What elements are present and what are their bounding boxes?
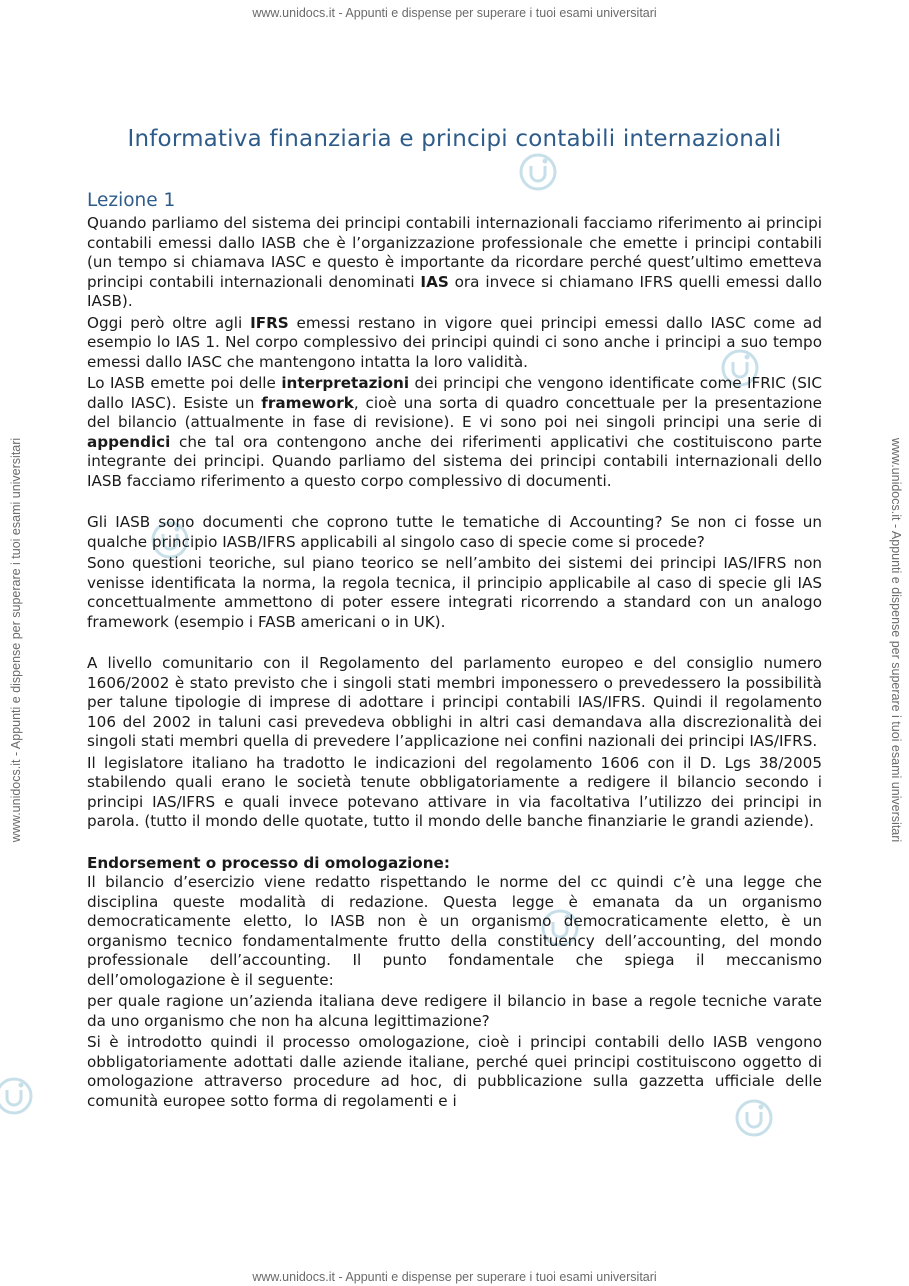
paragraph: Lo IASB emette poi delle interpretazioni dei principi che vengono identificate come IFRIC (SIC dallo IASC). Esiste un framework, cioè una sorta di quadro concettuale per la presentazione del bilancio (attualmente in fase di revisione). E vi sono poi nei singoli principi una serie di appendici che tal ora contengono anche dei riferimenti applicativi che costituiscono parte integrante dei principi. Quando parliamo del sistema dei principi contabili internazionali dello IASB facciamo riferimento a questo corpo complessivo di documenti. [87, 374, 823, 490]
paragraph: Quando parliamo del sistema dei principi contabili internazionali facciamo riferimento ai principi contabili emessi dallo IASB che è l’organizzazione professionale che emette i principi contabili (un tempo si chiamava IASC e questo è importante da ricordare perché quest’ultimo emetteva principi contabili internazionali denominati IAS ora invece si chiamano IFRS quelli emessi dallo IASB). [87, 214, 823, 310]
paragraph: Il bilancio d’esercizio viene redatto rispettando le norme del cc quindi c’è una legge che disciplina queste modalità di redazione. Questa legge è emanata da un organismo democraticamente eletto, lo IASB non è un organismo democraticamente eletto, è un organismo tecnico fondamentalmente frutto della constituency dell’accounting, del mondo professionale dell’accounting. Il punto fondamentale che spiega il meccanismo dell’omologazione è il seguente: [87, 873, 822, 989]
paragraph: per quale ragione un’azienda italiana deve redigere il bilancio in base a regole tecniche varate da uno organismo che non ha alcuna legittimazione? [87, 992, 822, 1030]
page-title: Informativa finanziaria e principi contabili internazionali [127, 126, 782, 152]
watermark-right-side: www.unidocs.it - Appunti e dispense per superare i tuoi esami universitari [889, 437, 903, 843]
paragraph: A livello comunitario con il Regolamento del parlamento europeo e del consiglio numero 1606/2002 è stato previsto che i singoli stati membri imponessero o prevedessero la possibilità per talune tipologie di imprese di adottare i principi contabili IAS/IFRS. Quindi il regolamento 106 del 2002 in taluni casi prevedeva obblighi in altri casi demandava alla discrezionalità dei singoli stati membri quella di prevedere l’applicazione nei confini nazionali dei principi IAS/IFRS. [87, 654, 822, 750]
watermark-footer: www.unidocs.it - Appunti e dispense per superare i tuoi esami universitari [252, 1270, 657, 1284]
paragraph: Gli IASB sono documenti che coprono tutte le tematiche di Accounting? Se non ci fosse un qualche principio IASB/IFRS applicabili al singolo caso di specie come si procede? [87, 513, 822, 551]
document-body [87, 190, 822, 1111]
paragraph: Il legislatore italiano ha tradotto le indicazioni del regolamento 1606 con il D. Lgs 38/2005 stabilendo quali erano le società tenute obbligatoriamente a redigere il bilancio secondo i principi IAS/IFRS e quali invece potevano attivare in via facoltativa l’utilizzo dei principi in parola. (tutto il mondo delle quotate, tutto il mondo delle banche finanziarie le grandi aziende). [87, 753, 822, 830]
unidocs-logo-icon [0, 1076, 34, 1116]
unidocs-logo-icon [518, 152, 558, 192]
paragraph: Si è introdotto quindi il processo omologazione, cioè i principi contabili dello IASB vengono obbligatoriamente adottati dalle aziende italiane, perché quei principi costituiscono oggetto di omologazione attraverso procedure ad hoc, di pubblicazione sulla gazzetta ufficiale delle comunità europee sotto forma di regolamenti e i [87, 1033, 822, 1110]
watermark-header: www.unidocs.it - Appunti e dispense per superare i tuoi esami universitari [252, 6, 657, 20]
endorsement-heading: Endorsement o processo di omologazione: [87, 853, 450, 872]
lesson-heading: Lezione 1 [87, 190, 176, 211]
paragraph: Sono questioni teoriche, sul piano teorico se nell’ambito dei sistemi dei principi IAS/IFRS non venisse identificata la norma, la regola tecnica, il principio applicabile al caso di specie gli IAS concettualmente ammettono di poter essere integrati ricorrendo a standard con un analogo framework (esempio i FASB americani o in UK). [87, 554, 822, 631]
watermark-left-side: www.unidocs.it - Appunti e dispense per superare i tuoi esami universitari [9, 437, 23, 843]
paragraph: Oggi però oltre agli IFRS emessi restano in vigore quei principi emessi dallo IASC come ad esempio lo IAS 1. Nel corpo complessivo dei principi quindi ci sono anche i principi a suo tempo emessi dallo IASC che mantengono intatta la loro validità. [87, 313, 822, 371]
